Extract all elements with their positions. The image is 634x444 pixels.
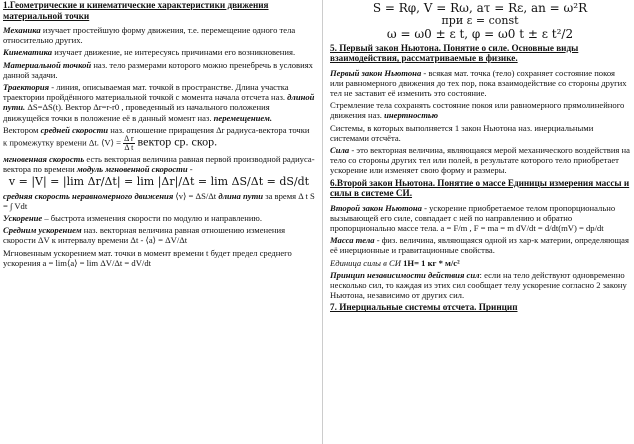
para-average-acceleration: Средним ускорением наз. векторная величина равная отношению изменения скорости ΔV к интервалу времени Δt - ⟨a⟩ = ΔV/Δt [3,225,286,246]
rotation-formula-3: ω = ω0 ± ε t, φ = ω0 t ± ε t²/2 [386,27,574,42]
para-independence: Принцип независимости действия сил: если на тело действуют одновременно несколько сил, то каждая из этих сил сообщает телу ускорение согласно 2 закону Ньютона, независимо от других сил. [330,269,627,301]
para-acceleration: Ускорение – быстрота изменения скорости по модулю и направлению. [3,213,262,224]
heading-5: 5. Первый закон Ньютона. Понятие о силе. Основные виды взаимодействия, рассматриваемые в физике. [330,42,579,64]
para-kinematics: Кинематика изучает движение, не интересуясь причинами его возникновения. [3,47,296,58]
rotation-formula-1: S = Rφ, V = Rω, aτ = Rε, an = ω²R [372,1,588,15]
speed-formula: v = |V| = |lim Δr/Δt| = lim |Δr|/Δt = lim ΔS/Δt = dS/dt [8,175,310,189]
left-column [3,0,315,444]
para-average-speed: средняя скорость неравномерного движения ⟨v⟩ = ΔS/Δt длина пути за время Δ t S = ∫ Vdt [3,190,315,211]
velocity-fraction: $\frac{\text{Δ r}}{\text{Δ t}}$ [124,134,134,153]
heading-6: 6.Второй закон Ньютона. Понятие о массе Единицы измерения массы и силы в системе СИ. [330,177,630,199]
para-instant-velocity: мгновенная скорость есть векторная величина равная первой производной радиуса-вектора по времени модуль мгновенной скорости - [3,154,315,175]
column-divider [322,0,323,444]
rotation-formula-2: при ε = const [441,14,519,28]
para-first-law: Первый закон Ньютона - всякая мат. точка (тело) сохраняет состояние покоя или равномерного движения до тех пор, пока взаимодействие со стороны других тел не заставит её изменить это состояние. [330,67,627,99]
para-second-law: Второй закон Ньютона - ускорение приобретаемое телом пропорционально вызывающей его силе, совпадает с ней по направлению и обратно пропорционально массе тела. a = F/m , F = ma = m dV/dt = d/dt(mV) = dp/dt [330,202,616,234]
para-force-unit: Единица силы в СИ 1Н= 1 кг * м/с² [330,257,460,268]
right-column [330,0,630,444]
para-average-velocity: Вектором средней скорости наз. отношение приращения Δr радиуса-вектора точки к промежутку времени Δt. ⟨V⟩ = $\frac{\text{Δ r}}{\text{Δ t}}$ вектор ср. скор. [3,124,310,153]
para-inertia: Стремление тела сохранять состояние покоя или равномерного прямолинейного движения наз. инертностью [330,100,625,121]
heading-1: 1.Геометрические и кинематические характеристики движения материальной точки [3,0,269,21]
para-mechanics: Механика изучает простейшую форму движения, т.е. перемещение одного тела относительно других. [3,25,296,46]
para-material-point: Материальной точкой наз. тело размерами которого можно пренебречь в условиях данной задачи. [3,59,313,80]
para-instant-acceleration: Мгновенным ускорением мат. точки в момент времени t будет предел среднего ускорения a = lim⟨a⟩ = lim ΔV/Δt = dV/dt [3,247,292,268]
para-mass: Масса тела - физ. величина, являющаяся одной из хар-к материи, определяющая её инерционные и гравитационные свойства. [330,235,629,256]
para-force: Сила - это векторная величина, являющаяся мерой механического воздействия на тело со стороны других тел или полей, в результате которого тело приобретает ускорение или изменяет свою форму и размеры. [330,145,630,176]
para-trajectory: Траектория - линия, описываемая мат. точкой в пространстве. Длина участка траектории пройдённого материальной точкой с момента начала отсчета наз. длиной пути. ΔS=ΔS(t). Вектор Δr=r-r0 , проведенный из начального положения движущейся точки в положение её в данный момент наз. перемещением. [3,82,315,123]
heading-7: 7. Инерциальные системы отсчета. Принцип [330,302,518,313]
para-inertial-systems: Системы, в которых выполняется 1 закон Ньютона наз. инерциальными системами отсчёта. [330,122,594,143]
